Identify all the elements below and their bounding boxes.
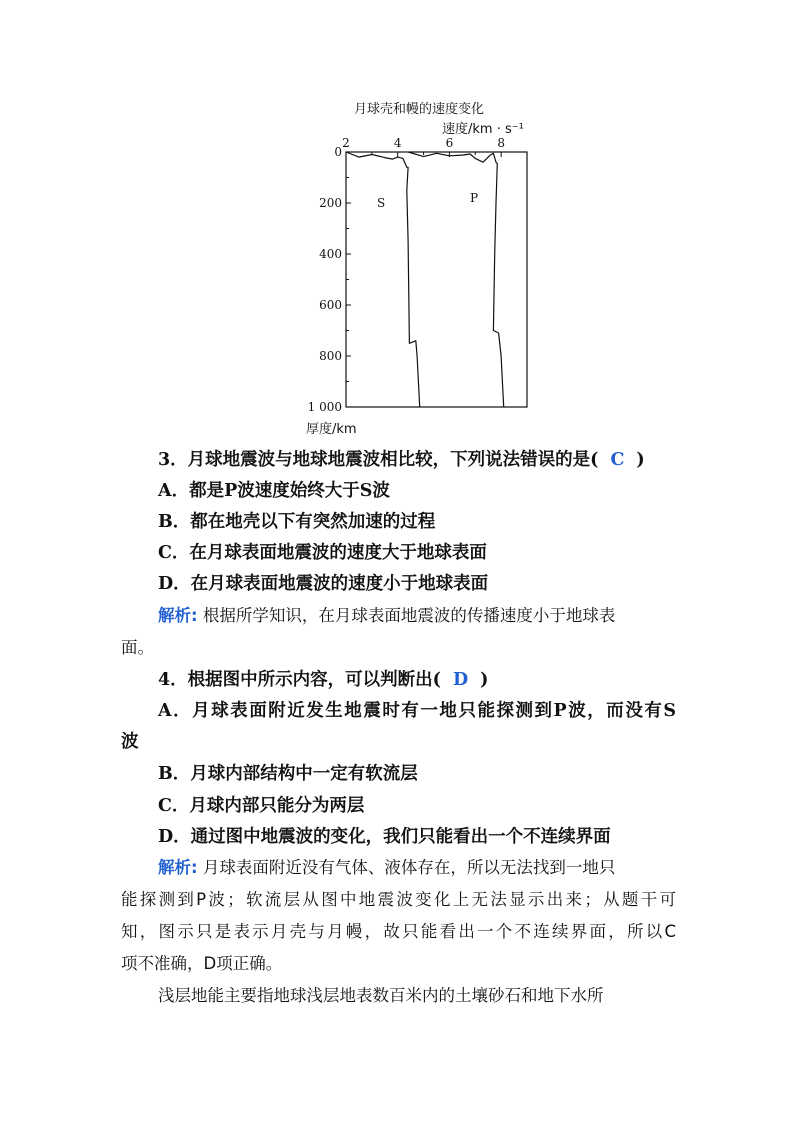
q3-stem xyxy=(158,449,645,471)
q4-stem xyxy=(158,669,488,691)
q3-option-a: A．都是P波速度始终大于S波 xyxy=(158,481,390,501)
chart-svg xyxy=(296,96,556,441)
q3-option-d: D．在月球表面地震波的速度小于地球表面 xyxy=(158,574,489,594)
series-line-s xyxy=(346,152,420,407)
s-wave-label: S xyxy=(377,196,386,210)
y-tick-label: 0 xyxy=(334,145,342,159)
q4-option-b: B．月球内部结构中一定有软流层 xyxy=(158,764,418,784)
q3-analysis-line-1 xyxy=(158,605,615,627)
q4-analysis-label: 解析: xyxy=(158,858,198,877)
q4-answer: D xyxy=(452,670,469,690)
q4-stem-text: 4．根据图中所示内容，可以判断出( xyxy=(158,670,441,690)
x-axis-label: 速度/km · s⁻¹ xyxy=(442,122,524,137)
q4-analysis-text-3: 知，图示只是表示月壳与月幔，故只能看出一个不连续界面，所以C xyxy=(121,922,676,941)
x-tick-label: 2 xyxy=(342,136,350,150)
plot-frame xyxy=(346,152,527,407)
q4-option-c: C．月球内部只能分为两层 xyxy=(158,796,365,816)
y-tick-group xyxy=(308,145,351,414)
q4-option-a-text: A．月球表面附近发生地震时有一地只能探测到P波，而没有S xyxy=(158,701,676,721)
q4-option-a-line-1 xyxy=(158,700,676,722)
q3-analysis-text-1: 根据所学知识，在月球表面地震波的传播速度小于地球表 xyxy=(202,606,616,625)
y-tick-label: 1 000 xyxy=(307,400,342,414)
q3-close-paren: ) xyxy=(636,450,645,470)
q4-option-a-line-2: 波 xyxy=(121,732,139,752)
q3-option-c: C．在月球表面地震波的速度大于地球表面 xyxy=(158,543,487,563)
y-tick-label: 800 xyxy=(319,349,342,363)
q4-analysis-text-1: 月球表面附近没有气体、液体存在，所以无法找到一地只 xyxy=(202,858,616,877)
q3-stem-text: 3．月球地震波与地球地震波相比较，下列说法错误的是( xyxy=(158,450,599,470)
q4-analysis-text-2: 能探测到P波；软流层从图中地震波变化上无法显示出来；从题干可 xyxy=(121,890,676,909)
y-tick-label: 200 xyxy=(319,196,342,210)
q3-answer: C xyxy=(610,450,625,470)
velocity-chart xyxy=(296,96,556,441)
y-axis-label: 厚度/km xyxy=(306,422,357,437)
x-tick-label: 6 xyxy=(445,136,454,150)
x-tick-group xyxy=(342,136,505,157)
q3-analysis-line-2: 面。 xyxy=(121,638,154,657)
q4-analysis-line-4: 项不准确，D项正确。 xyxy=(121,954,283,973)
q4-analysis-line-1 xyxy=(158,857,615,879)
q4-analysis-line-2 xyxy=(121,889,676,911)
q4-close-paren: ) xyxy=(480,670,489,690)
p-wave-label: P xyxy=(470,191,479,205)
y-tick-label: 400 xyxy=(319,247,342,261)
q3-option-b: B．都在地壳以下有突然加速的过程 xyxy=(158,512,436,532)
x-tick-label: 4 xyxy=(393,136,402,150)
series-line-p xyxy=(408,152,504,407)
chart-title: 月球壳和幔的速度变化 xyxy=(354,102,485,117)
x-tick-label: 8 xyxy=(497,136,505,150)
q3-analysis-label: 解析: xyxy=(158,606,198,625)
series-group xyxy=(346,152,504,407)
trailing-paragraph: 浅层地能主要指地球浅层地表数百米内的土壤砂石和地下水所 xyxy=(158,986,604,1005)
y-tick-label: 600 xyxy=(319,298,342,312)
q4-option-d: D．通过图中地震波的变化，我们只能看出一个不连续界面 xyxy=(158,827,611,847)
q4-analysis-line-3 xyxy=(121,921,676,943)
